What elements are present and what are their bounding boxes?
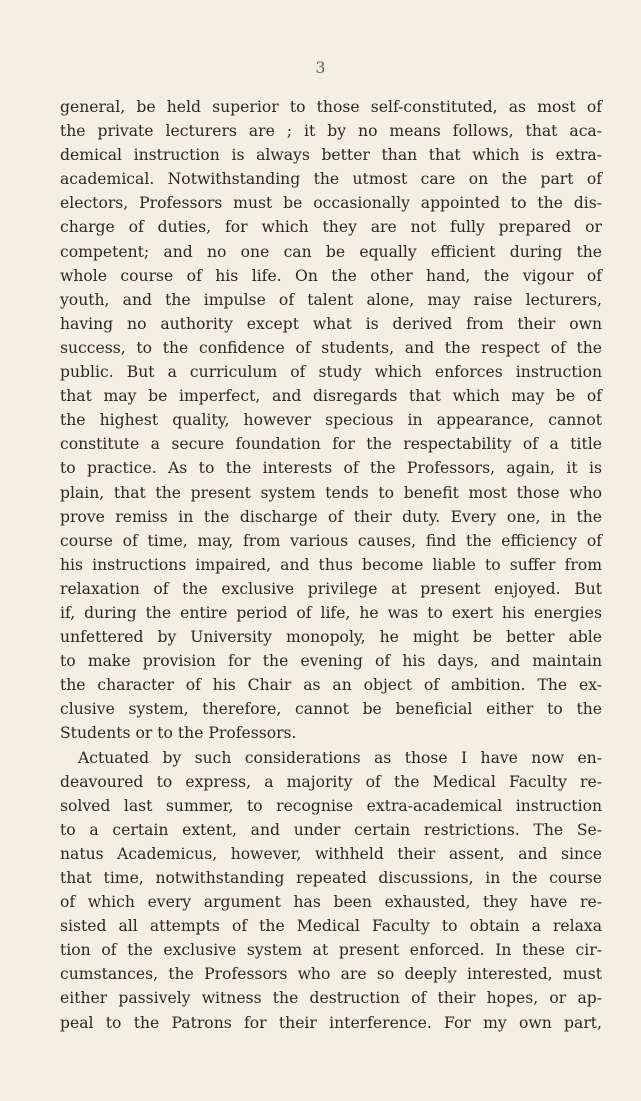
text-line: Actuated by such considerations as those I have now en-	[78, 748, 602, 767]
text-line: tion of the exclusive system at present enforced. In these cir-	[60, 941, 602, 960]
text-line: to a certain extent, and under certain restrictions. The Se-	[60, 820, 602, 839]
text-line: cumstances, the Professors who are so deeply interested, must	[60, 965, 602, 984]
text-line: sisted all attempts of the Medical Faculty to obtain a relaxa	[60, 917, 602, 936]
text-line: that time, notwithstanding repeated discussions, in the course	[60, 869, 602, 887]
text-line: constitute a secure foundation for the respectability of a title	[60, 435, 602, 454]
text-line: his instructions impaired, and thus become liable to suffer from	[60, 555, 602, 574]
text-line: that may be imperfect, and disregards that which may be of	[60, 387, 602, 406]
text-line: academical. Notwithstanding the utmost care on the part of	[60, 170, 602, 189]
text-line: clusive system, therefore, cannot be beneficial either to the	[60, 700, 602, 719]
text-line: success, to the confidence of students, and the respect of the	[60, 338, 602, 357]
text-line: relaxation of the exclusive privilege at present enjoyed. But	[60, 579, 602, 598]
text-line: deavoured to express, a majority of the Medical Faculty re-	[60, 772, 602, 791]
text-line: if, during the entire period of life, he was to exert his energies	[60, 603, 602, 622]
text-line: natus Academicus, however, withheld their assent, and since	[60, 844, 602, 863]
text-line: solved last summer, to recognise extra-academical instruction	[60, 796, 602, 815]
text-line: having no authority except what is derived from their own	[60, 314, 602, 333]
text-line: of which every argument has been exhausted, they have re-	[60, 893, 602, 912]
text-line: plain, that the present system tends to benefit most those who	[60, 483, 602, 502]
text-line: youth, and the impulse of talent alone, may raise lecturers,	[60, 290, 602, 309]
text-line: competent; and no one can be equally efficient during the	[60, 242, 602, 261]
body-text	[60, 95, 602, 1035]
text-line: general, be held superior to those self-constituted, as most of	[60, 98, 602, 116]
text-line: to make provision for the evening of his days, and maintain	[60, 652, 602, 671]
text-line: demical instruction is always better than that which is extra-	[60, 146, 602, 165]
text-line: public. But a curriculum of study which enforces instruction	[60, 363, 602, 382]
text-line: course of time, may, from various causes, find the efficiency of	[60, 531, 602, 550]
text-line: the highest quality, however specious in appearance, cannot	[60, 411, 602, 430]
text-line: whole course of his life. On the other hand, the vigour of	[60, 266, 602, 285]
text-line: Students or to the Professors.	[60, 724, 297, 743]
text-line: to practice. As to the interests of the Professors, again, it is	[60, 459, 602, 478]
text-line: peal to the Patrons for their interference. For my own part,	[60, 1013, 602, 1032]
text-line: prove remiss in the discharge of their duty. Every one, in the	[60, 507, 602, 526]
text-line: the private lecturers are ; it by no means follows, that aca-	[60, 122, 602, 141]
text-line: unfettered by University monopoly, he might be better able	[60, 628, 602, 647]
page-number: 3	[315, 58, 326, 77]
text-line: charge of duties, for which they are not fully prepared or	[60, 218, 602, 237]
text-line: the character of his Chair as an object of ambition. The ex-	[60, 676, 602, 695]
text-line: either passively witness the destruction of their hopes, or ap-	[60, 989, 602, 1008]
text-line: electors, Professors must be occasionally appointed to the dis-	[60, 194, 602, 213]
